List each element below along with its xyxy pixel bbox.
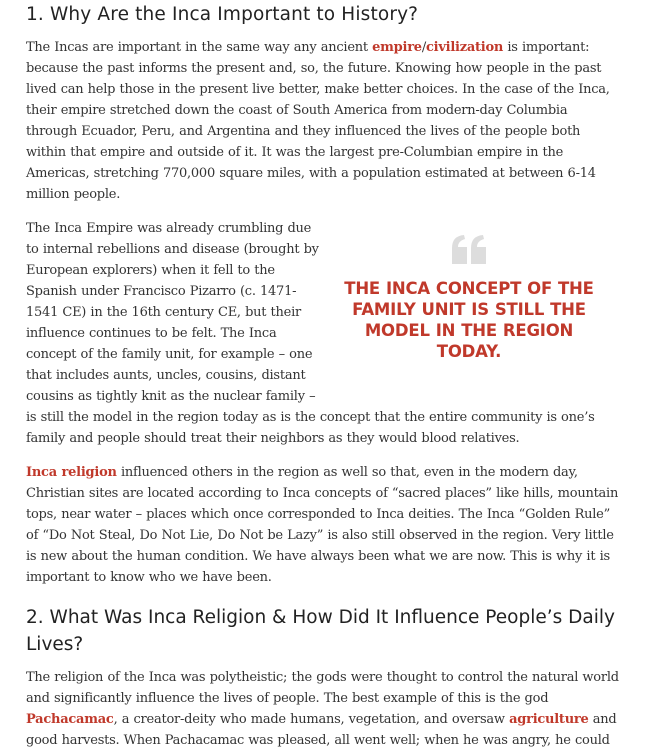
paragraph-text: is important: because the past informs the present and, so, the future. Knowing how people in the past lived can help those in the present live better, make better choices. In the case of the Inca, their empire stretched down the coast of South America from modern-day Columbia through Ecuador, Peru, and Argentina and they influenced the lives of the people both within that empire and outside of it. It was the largest pre-Columbian empire in the Americas, stretching 770,000 square miles, with a population estimated at between 6-14 million people.: [26, 40, 610, 202]
link-empire[interactable]: empire: [372, 40, 422, 55]
quote-icon: [450, 234, 488, 270]
paragraph-text: and good harvests. When Pachacamac was pleased, all went well; when he was angry, he could: [26, 712, 617, 748]
link-separator: /: [421, 40, 426, 55]
paragraph-text: The religion of the Inca was polytheistic; the gods were thought to control the natural world and significantly influence the lives of people. The best example of this is the god: [26, 670, 619, 706]
paragraph-text: The Incas are important in the same way any ancient: [26, 40, 373, 55]
section-heading-why-inca-important: 1. Why Are the Inca Important to History?: [26, 4, 419, 25]
paragraph-empire-fall: [26, 218, 612, 449]
pullquote: [338, 218, 600, 388]
pullquote-text: THE INCA CONCEPT OF THE FAMILY UNIT IS STILL THE MODEL IN THE REGION TODAY.: [344, 279, 594, 361]
paragraph-inca-religion-influence: [26, 462, 626, 588]
link-civilization[interactable]: civilization: [425, 40, 504, 55]
paragraph-inca-religion: [26, 667, 628, 751]
paragraph-text: The Inca Empire was already crumbling due to internal rebellions and disease (brought by European explorers) when it fell to the Spanish under Francisco Pizarro (c. 1471-1541 CE) in the 16th century CE, but their influence continues to be felt. The Inca concept of the family unit, for example – one that includes aunts, uncles, cousins, distant cousins as tightly knit as the nuclear family – is still the model in the region today as is the concept that the entire community is one’s family and people should treat their neighbors as they would blood relatives.: [26, 221, 595, 446]
paragraph-importance: [26, 37, 618, 205]
paragraph-text: , a creator-deity who made humans, vegetation, and oversaw: [113, 712, 510, 727]
section-heading-inca-religion: 2. What Was Inca Religion & How Did It Influence People’s Daily Lives?: [26, 607, 615, 655]
link-pachacamac[interactable]: Pachacamac: [26, 712, 114, 727]
link-agriculture[interactable]: agriculture: [509, 712, 589, 727]
link-inca-religion[interactable]: Inca religion: [26, 465, 117, 480]
paragraph-text: influenced others in the region as well so that, even in the modern day, Christian sites are located according to Inca concepts of “sacred places” like hills, mountain tops, near water – places which once corresponded to Inca deities. The Inca “Golden Rule” of “Do Not Steal, Do Not Lie, Do Not be Lazy” is also still observed in the region. Very little is new about the human condition. We have always been what we are now. This is why it is important to know who we have been.: [26, 465, 619, 585]
